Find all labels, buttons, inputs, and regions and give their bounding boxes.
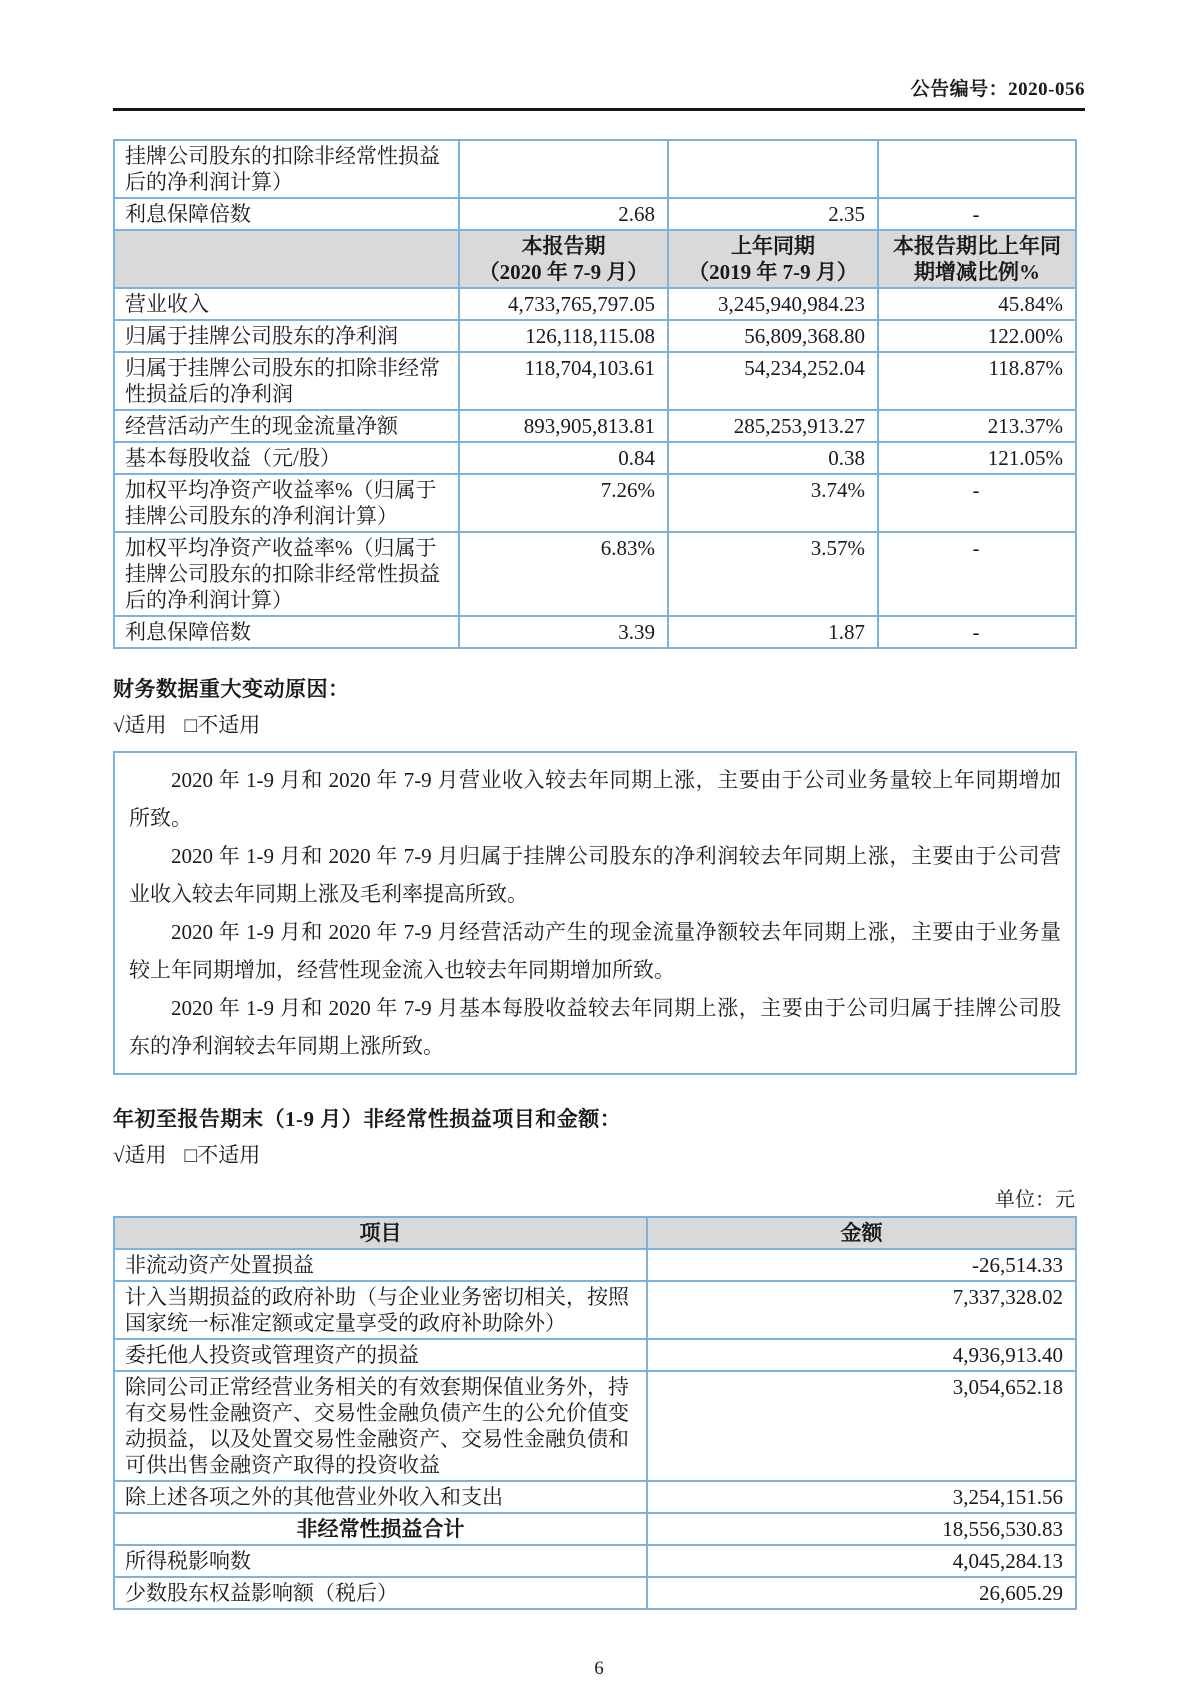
metric-value-current: 3.39	[459, 616, 668, 648]
metric-value-prior: 3.74%	[668, 474, 878, 532]
item-amount: 4,936,913.40	[647, 1339, 1076, 1371]
header-line: 本报告期	[521, 234, 606, 258]
table-row	[114, 442, 1076, 474]
metric-value-current: 7.26%	[459, 474, 668, 532]
metric-label: 挂牌公司股东的扣除非经常性损益后的净利润计算）	[114, 140, 459, 198]
item-amount: -26,514.33	[647, 1249, 1076, 1281]
metric-value-change: 122.00%	[878, 320, 1076, 352]
total-amount: 18,556,530.83	[647, 1513, 1076, 1545]
table-row	[114, 1281, 1076, 1339]
metric-value-current: 126,118,115.08	[459, 320, 668, 352]
page-number: 6	[594, 1658, 604, 1679]
metric-value-current: 893,905,813.81	[459, 410, 668, 442]
key-financials-table	[113, 139, 1077, 649]
header-item: 项目	[114, 1217, 647, 1249]
metric-label: 经营活动产生的现金流量净额	[114, 410, 459, 442]
metric-value-change: 45.84%	[878, 288, 1076, 320]
metric-label: 归属于挂牌公司股东的净利润	[114, 320, 459, 352]
applicability-line	[113, 709, 1085, 739]
item-amount: 4,045,284.13	[647, 1545, 1076, 1577]
table-row	[114, 352, 1076, 410]
metric-label: 加权平均净资产收益率%（归属于挂牌公司股东的扣除非经常性损益后的净利润计算）	[114, 532, 459, 616]
metric-value-current: 0.84	[459, 442, 668, 474]
table-row	[114, 474, 1076, 532]
header-line: （2020 年 7-9 月）	[478, 260, 649, 284]
not-applicable-option: □不适用	[184, 1143, 261, 1167]
metric-value-prior: 54,234,252.04	[668, 352, 878, 410]
table-row	[114, 1249, 1076, 1281]
metric-value-current: 2.68	[459, 198, 668, 230]
item-label: 委托他人投资或管理资产的损益	[114, 1339, 647, 1371]
header-current-period	[459, 230, 668, 288]
item-amount: 26,605.29	[647, 1577, 1076, 1609]
header-prior-period	[668, 230, 878, 288]
metric-value	[459, 140, 668, 198]
item-label: 所得税影响数	[114, 1545, 647, 1577]
metric-label: 利息保障倍数	[114, 198, 459, 230]
metric-value-change: -	[878, 532, 1076, 616]
table-row	[114, 1577, 1076, 1609]
item-label: 少数股东权益影响额（税后）	[114, 1577, 647, 1609]
item-amount: 7,337,328.02	[647, 1281, 1076, 1339]
metric-value-change: 213.37%	[878, 410, 1076, 442]
applicable-option: √适用	[113, 713, 167, 737]
metric-value-prior: 2.35	[668, 198, 878, 230]
doc-number: 公告编号：2020-056	[910, 79, 1085, 100]
header-amount: 金额	[647, 1217, 1076, 1249]
metric-value-current: 4,733,765,797.05	[459, 288, 668, 320]
table-row	[114, 1371, 1076, 1481]
table-row	[114, 1481, 1076, 1513]
metric-value-prior: 3,245,940,984.23	[668, 288, 878, 320]
metric-value-prior: 1.87	[668, 616, 878, 648]
metric-value	[668, 140, 878, 198]
header-divider	[113, 108, 1085, 111]
section-title-change-reasons: 财务数据重大变动原因：	[113, 677, 350, 701]
header-line: （2019 年 7-9 月）	[688, 260, 858, 284]
metric-label: 利息保障倍数	[114, 616, 459, 648]
metric-value-current: 118,704,103.61	[459, 352, 668, 410]
metric-value-prior: 0.38	[668, 442, 878, 474]
metric-value-prior: 285,253,913.27	[668, 410, 878, 442]
header-change-percent	[878, 230, 1076, 288]
metric-value-change: 121.05%	[878, 442, 1076, 474]
table-row	[114, 320, 1076, 352]
total-label: 非经常性损益合计	[114, 1513, 647, 1545]
table-header-row	[114, 1217, 1076, 1249]
metric-value-current: 6.83%	[459, 532, 668, 616]
item-label: 除上述各项之外的其他营业外收入和支出	[114, 1481, 647, 1513]
metric-label: 营业收入	[114, 288, 459, 320]
item-amount: 3,254,151.56	[647, 1481, 1076, 1513]
reason-paragraph: 2020 年 1-9 月和 2020 年 7-9 月经营活动产生的现金流量净额较去年同期上涨，主要由于业务量较上年同期增加，经营性现金流入也较去年同期增加所致。	[129, 920, 1061, 982]
table-row	[114, 532, 1076, 616]
non-recurring-items-table	[113, 1216, 1077, 1610]
table-row-total	[114, 1513, 1076, 1545]
table-header-row	[114, 230, 1076, 288]
not-applicable-option: □不适用	[184, 713, 261, 737]
header-blank	[114, 230, 459, 288]
table-row	[114, 410, 1076, 442]
table-row	[114, 1545, 1076, 1577]
unit-label: 单位：元	[995, 1189, 1075, 1211]
metric-value-change: -	[878, 198, 1076, 230]
table-row	[114, 1339, 1076, 1371]
item-amount: 3,054,652.18	[647, 1371, 1076, 1481]
metric-value-change: 118.87%	[878, 352, 1076, 410]
table-row	[114, 198, 1076, 230]
section-title-non-recurring: 年初至报告期末（1-9 月）非经常性损益项目和金额：	[113, 1107, 622, 1131]
item-label: 计入当期损益的政府补助（与企业业务密切相关，按照国家统一标准定额或定量享受的政府补助除外）	[114, 1281, 647, 1339]
metric-label: 归属于挂牌公司股东的扣除非经常性损益后的净利润	[114, 352, 459, 410]
metric-label: 基本每股收益（元/股）	[114, 442, 459, 474]
reason-paragraph: 2020 年 1-9 月和 2020 年 7-9 月基本每股收益较去年同期上涨，主要由于公司归属于挂牌公司股东的净利润较去年同期上涨所致。	[129, 996, 1061, 1058]
reason-paragraph: 2020 年 1-9 月和 2020 年 7-9 月营业收入较去年同期上涨，主要由于公司业务量较上年同期增加所致。	[129, 768, 1061, 830]
applicable-option: √适用	[113, 1143, 167, 1167]
header-line: 上年同期	[731, 234, 815, 258]
change-reasons-box	[113, 751, 1077, 1075]
header-line: 本报告期比上年同	[893, 234, 1061, 258]
header-line: 期增减比例%	[914, 260, 1040, 284]
metric-value-prior: 56,809,368.80	[668, 320, 878, 352]
item-label: 除同公司正常经营业务相关的有效套期保值业务外，持有交易性金融资产、交易性金融负债产生的公允价值变动损益，以及处置交易性金融资产、交易性金融负债和可供出售金融资产取得的投资收益	[114, 1371, 647, 1481]
metric-value-change: -	[878, 474, 1076, 532]
metric-value-prior: 3.57%	[668, 532, 878, 616]
table-row	[114, 616, 1076, 648]
table-row-carryover	[114, 140, 1076, 198]
reason-paragraph: 2020 年 1-9 月和 2020 年 7-9 月归属于挂牌公司股东的净利润较去年同期上涨，主要由于公司营业收入较去年同期上涨及毛利率提高所致。	[129, 844, 1061, 906]
item-label: 非流动资产处置损益	[114, 1249, 647, 1281]
metric-label: 加权平均净资产收益率%（归属于挂牌公司股东的净利润计算）	[114, 474, 459, 532]
metric-value-change: -	[878, 616, 1076, 648]
metric-value	[878, 140, 1076, 198]
applicability-line	[113, 1139, 1085, 1169]
table-row	[114, 288, 1076, 320]
